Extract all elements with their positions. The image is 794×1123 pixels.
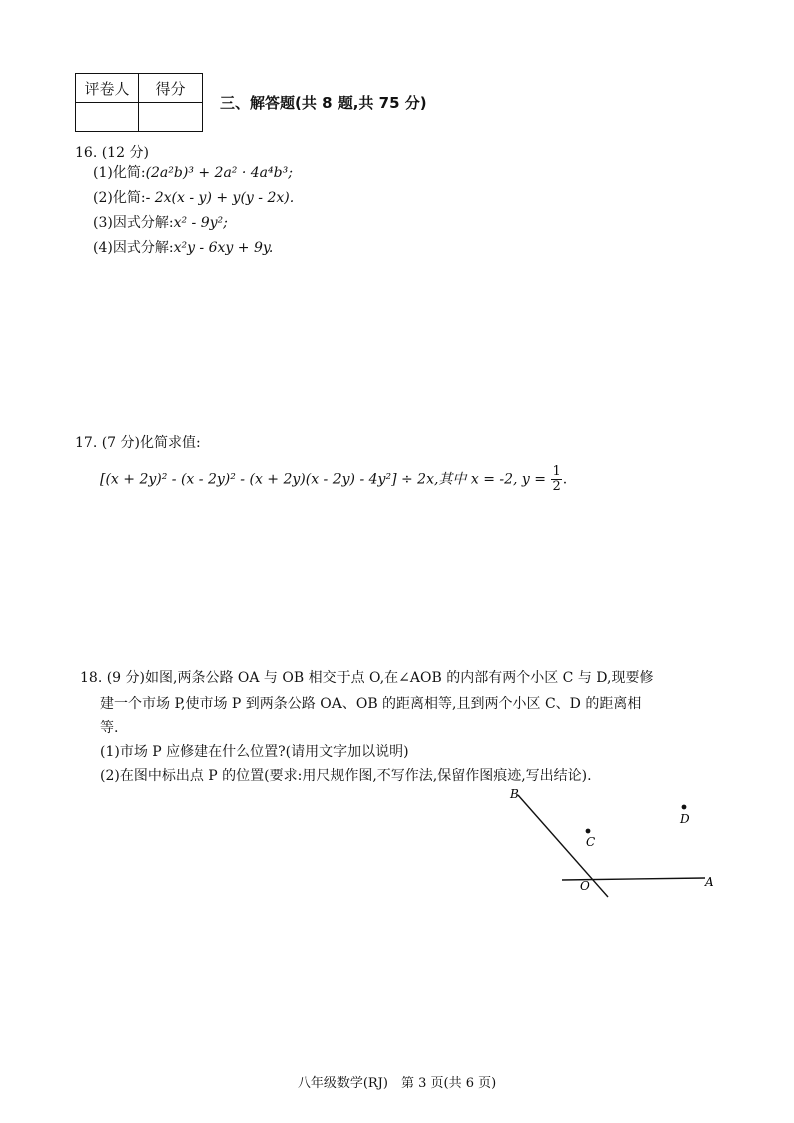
- q18-part1: (1)市场 P 应修建在什么位置?(请用文字加以说明): [100, 744, 409, 760]
- score-label: 得分: [139, 74, 203, 103]
- q16-part2: [93, 188, 294, 208]
- q16-part3-expr: x² - 9y²;: [173, 215, 228, 231]
- q17-fraction: [551, 465, 561, 494]
- grader-label: 评卷人: [76, 74, 139, 103]
- q18-line3: 等.: [100, 720, 119, 736]
- q17-header: 17. (7 分)化简求值:: [75, 435, 201, 451]
- label-c: C: [586, 835, 596, 849]
- q16-part4-expr: x²y - 6xy + 9y.: [173, 240, 274, 256]
- point-d: [682, 805, 687, 810]
- q16-part2-expr: - 2x(x - y) + y(y - 2x).: [145, 190, 295, 206]
- q17-frac-num: 1: [552, 464, 561, 479]
- geometry-figure: [500, 780, 730, 900]
- point-c: [586, 829, 591, 834]
- grader-cell: [76, 103, 139, 132]
- section-title: 三、解答题(共 8 题,共 75 分): [220, 94, 427, 112]
- q17-expr-end: .: [562, 471, 568, 488]
- q16-part1: [93, 163, 293, 183]
- q16-part4-prefix: (4)因式分解:: [93, 240, 174, 256]
- q17-expression: [100, 465, 567, 494]
- q18-line2: 建一个市场 P,使市场 P 到两条公路 OA、OB 的距离相等,且到两个小区 C、D 的距离相: [100, 696, 642, 712]
- label-o: O: [580, 879, 590, 893]
- label-a: A: [705, 875, 714, 889]
- label-b: B: [510, 787, 519, 801]
- label-d: D: [680, 812, 690, 826]
- page-footer: 八年级数学(RJ) 第 3 页(共 6 页): [297, 1076, 497, 1091]
- q17-frac-den: 2: [552, 479, 561, 494]
- score-table: [75, 73, 203, 132]
- q16-part2-prefix: (2)化简:: [93, 190, 146, 206]
- q16-part1-prefix: (1)化简:: [93, 165, 146, 181]
- q16-part3: [93, 213, 228, 233]
- q16-header: 16. (12 分): [75, 145, 149, 161]
- q17-expr: [(x + 2y)² - (x - 2y)² - (x + 2y)(x - 2y) - 4y²] ÷ 2x,其中 x = -2, y =: [100, 471, 547, 488]
- q16-part1-expr: (2a²b)³ + 2a² · 4a⁴b³;: [145, 165, 293, 181]
- q16-part3-prefix: (3)因式分解:: [93, 215, 174, 231]
- score-cell: [139, 103, 203, 132]
- q16-part4: [93, 238, 273, 258]
- q18-line1: 18. (9 分)如图,两条公路 OA 与 OB 相交于点 O,在∠AOB 的内部有两个小区 C 与 D,现要修: [80, 670, 654, 686]
- q18-part2: (2)在图中标出点 P 的位置(要求:用尺规作图,不写作法,保留作图痕迹,写出结论).: [100, 768, 592, 784]
